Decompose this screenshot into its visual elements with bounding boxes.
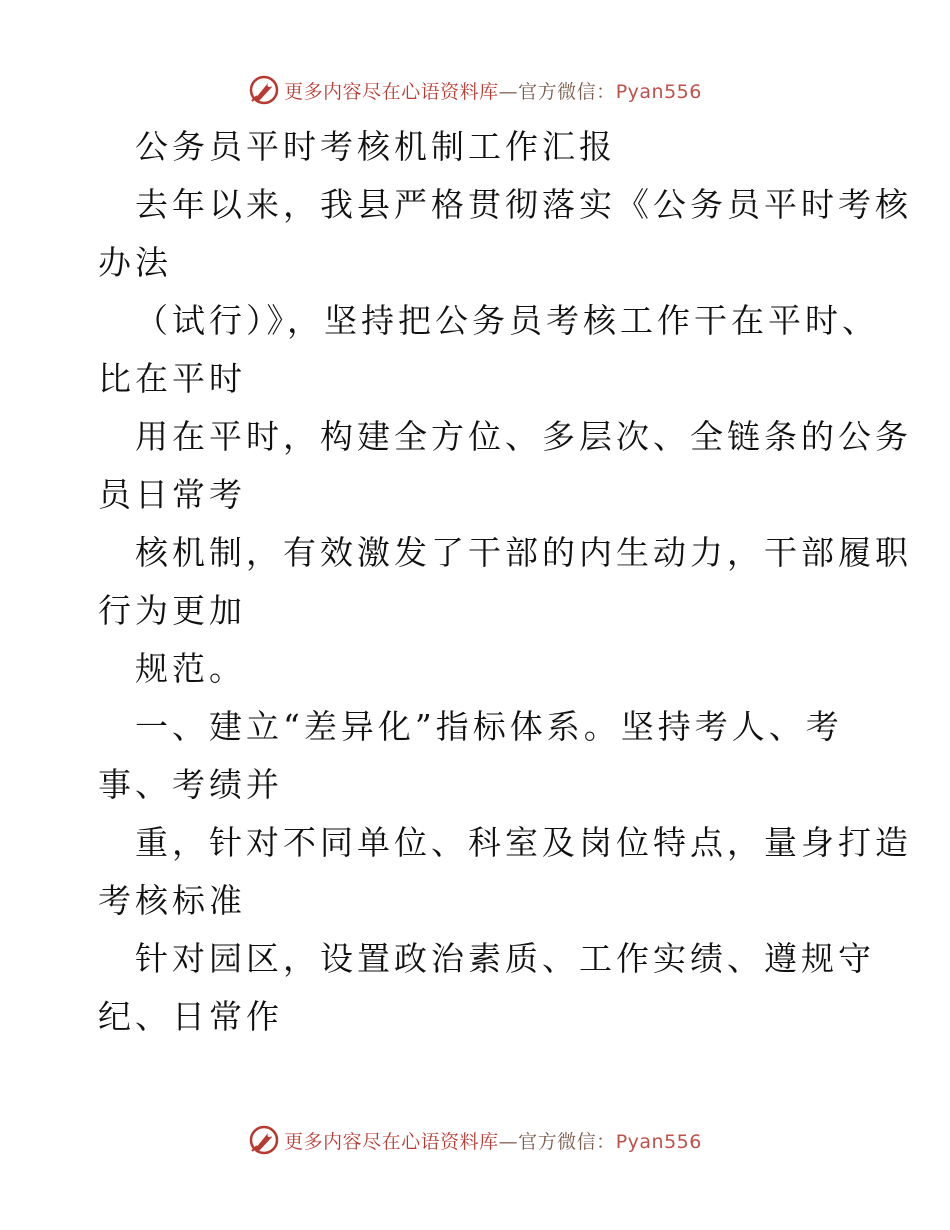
- text-line: 纪、日常作: [98, 997, 283, 1036]
- watermark-wechat-id: Pyan556: [615, 80, 702, 103]
- watermark-main: 更多内容尽在心语资料库: [284, 1130, 499, 1153]
- watermark-separator: —: [498, 1130, 519, 1153]
- text-line: 规范。: [135, 649, 246, 688]
- text-line: 考核标准: [98, 881, 246, 920]
- watermark-wechat-id: Pyan556: [615, 1130, 702, 1153]
- text-line: 核机制，有效激发了干部的内生动力，干部履职: [135, 533, 912, 572]
- watermark-text: [284, 1127, 702, 1154]
- text-line: 办法: [98, 243, 172, 282]
- watermark-main: 更多内容尽在心语资料库: [284, 80, 499, 103]
- document-body: [98, 118, 912, 1046]
- watermark-text: [284, 77, 702, 104]
- text-line: 用在平时，构建全方位、多层次、全链条的公务: [135, 417, 912, 456]
- text-line: （试行）》，坚持把公务员考核工作干在平时、: [135, 301, 879, 340]
- pen-logo-icon: [248, 1124, 280, 1156]
- text-line: 重，针对不同单位、科室及岗位特点，量身打造: [135, 823, 912, 862]
- text-line: 行为更加: [98, 591, 246, 630]
- watermark-official: 官方微信：: [518, 1130, 616, 1153]
- text-line: 员日常考: [98, 475, 246, 514]
- watermark-separator: —: [498, 80, 519, 103]
- watermark-official: 官方微信：: [518, 80, 616, 103]
- text-line: 公务员平时考核机制工作汇报: [135, 127, 616, 166]
- text-line: 比在平时: [98, 359, 246, 398]
- footer-watermark: [0, 1120, 950, 1160]
- header-watermark: [0, 70, 950, 110]
- text-line: 一、建立“差异化”指标体系。坚持考人、考: [135, 707, 843, 746]
- pen-logo-icon: [248, 74, 280, 106]
- text-line: 事、考绩并: [98, 765, 283, 804]
- text-line: 去年以来，我县严格贯彻落实《公务员平时考核: [135, 185, 912, 224]
- text-line: 针对园区，设置政治素质、工作实绩、遵规守: [135, 939, 875, 978]
